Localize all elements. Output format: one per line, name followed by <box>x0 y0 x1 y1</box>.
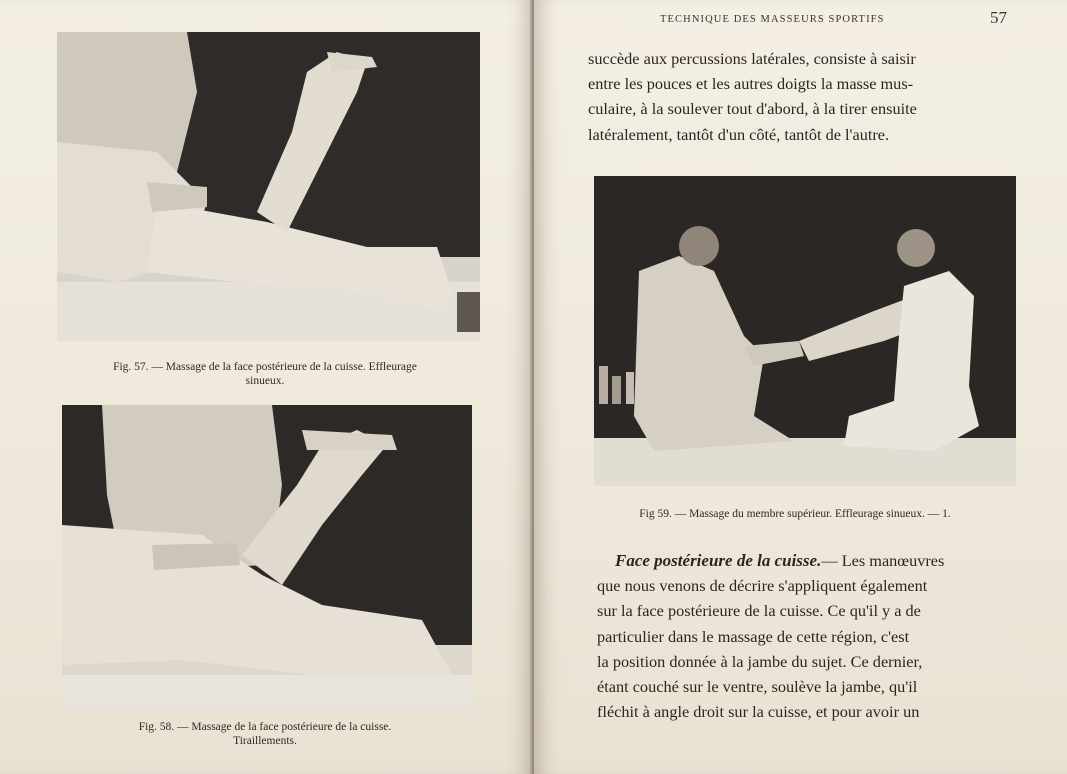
figure-59-photo <box>594 176 1016 486</box>
section-paragraph <box>597 548 1022 724</box>
section-line: la position donnée à la jambe du sujet. Ce dernier, <box>597 651 923 671</box>
figure-58-caption-line2: Tiraillements. <box>233 735 297 747</box>
figure-57-caption-line2: sinueux. <box>245 375 285 387</box>
top-paragraph-line: culaire, à la soulever tout d'abord, à la tirer ensuite <box>588 99 917 119</box>
section-dash: — <box>821 551 842 570</box>
section-line: fléchit à angle droit sur la cuisse, et pour avoir un <box>597 702 920 722</box>
top-paragraph-line: succède aux percussions latérales, consiste à saisir <box>588 49 916 68</box>
section-line: étant couché sur le ventre, soulève la jambe, qu'il <box>597 677 918 697</box>
figure-57-caption-line1: Fig. 57. — Massage de la face postérieure de la cuisse. Effleurage <box>113 361 417 373</box>
top-paragraph-line: latéralement, tantôt d'un côté, tantôt de l'autre. <box>588 124 890 144</box>
top-paragraph <box>588 46 1013 147</box>
left-page <box>0 0 532 774</box>
figure-58-caption <box>50 720 480 748</box>
figure-58-photo <box>62 405 472 710</box>
page-number: 57 <box>990 8 1007 27</box>
section-first-line-rest: Les manœuvres <box>841 551 945 570</box>
figure-59-caption: Fig 59. — Massage du membre supérieur. Effleurage sinueux. — 1. <box>639 508 951 520</box>
section-title: Face postérieure de la cuisse. <box>615 551 822 570</box>
figure-58-caption-line1: Fig. 58. — Massage de la face postérieure de la cuisse. <box>138 721 392 733</box>
section-line: que nous venons de décrire s'appliquent également <box>597 576 928 596</box>
top-paragraph-line: entre les pouces et les autres doigts la masse mus- <box>588 74 914 94</box>
running-head: TECHNIQUE DES MASSEURS SPORTIFS <box>660 14 885 25</box>
figure-57-caption <box>30 360 500 388</box>
section-first-line <box>597 548 1022 573</box>
figure-57-photo <box>57 32 480 341</box>
section-line: sur la face postérieure de la cuisse. Ce qu'il y a de <box>597 601 921 621</box>
section-line: particulier dans le massage de cette région, c'est <box>597 626 910 646</box>
